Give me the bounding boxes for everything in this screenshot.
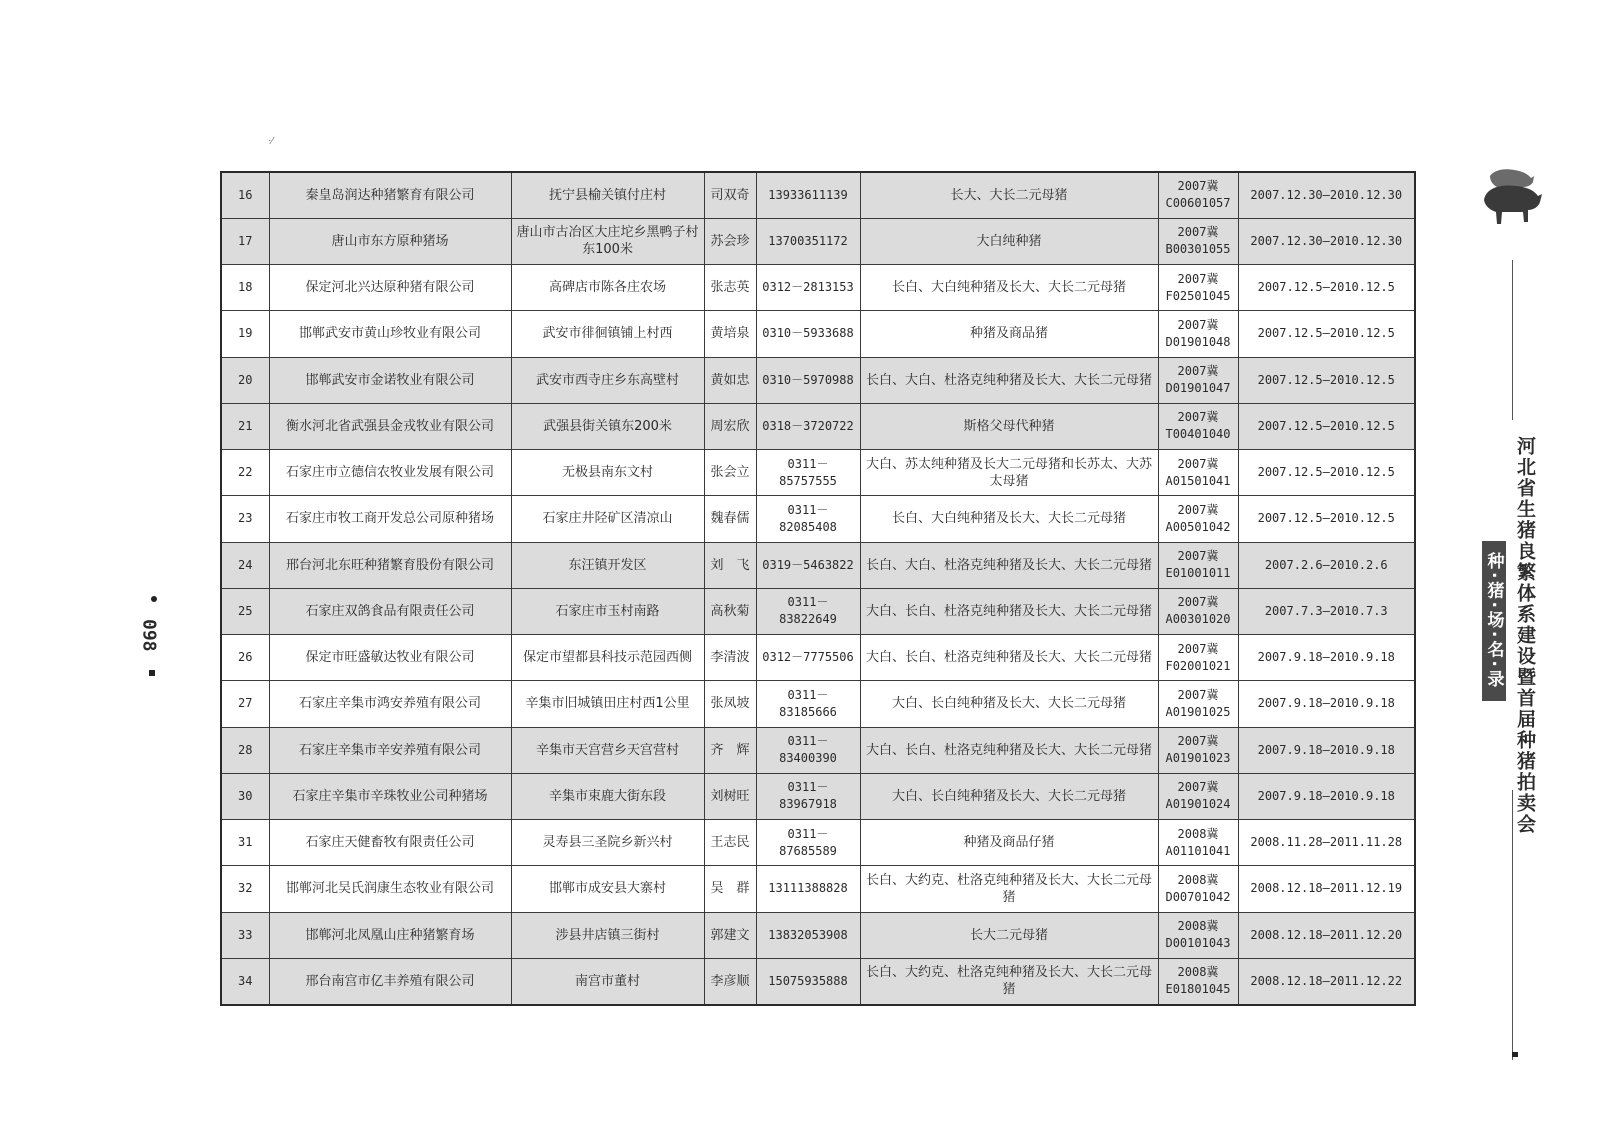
cell-certificate — [1158, 542, 1238, 588]
certificate-year: 2007冀 — [1177, 456, 1219, 471]
cell-certificate — [1158, 958, 1238, 1004]
cell-number: 30 — [221, 773, 269, 819]
table-row — [221, 172, 1415, 218]
cell-phone: 0310－5933688 — [756, 311, 860, 357]
certificate-code: A01501041 — [1165, 473, 1231, 488]
certificate-year: 2008冀 — [1177, 872, 1219, 887]
table-row — [221, 542, 1415, 588]
cell-breed: 大白、长白、杜洛克纯种猪及长大、大长二元母猪 — [860, 588, 1158, 634]
certificate-code: B00301055 — [1165, 242, 1231, 257]
table-row — [221, 635, 1415, 681]
certificate-code: D00701042 — [1165, 889, 1231, 904]
cell-contact: 吴 群 — [704, 866, 756, 912]
side-marker — [1512, 1052, 1518, 1057]
cell-number: 21 — [221, 403, 269, 449]
cell-breed: 大白、长白、杜洛克纯种猪及长大、大长二元母猪 — [860, 727, 1158, 773]
side-rule-bottom — [1512, 790, 1513, 1060]
certificate-code: D01901048 — [1165, 334, 1231, 349]
table-row — [221, 866, 1415, 912]
cell-certificate — [1158, 172, 1238, 218]
cell-company: 石家庄市牧工商开发总公司原种猪场 — [269, 496, 511, 542]
cell-certificate — [1158, 403, 1238, 449]
cell-certificate — [1158, 496, 1238, 542]
certificate-code: C00601057 — [1165, 196, 1231, 211]
cell-company: 石家庄天健畜牧有限责任公司 — [269, 820, 511, 866]
cell-number: 32 — [221, 866, 269, 912]
cell-valid-period: 2007.12.5—2010.12.5 — [1238, 496, 1415, 542]
cell-phone: 0312－7775506 — [756, 635, 860, 681]
cell-certificate — [1158, 773, 1238, 819]
certificate-year: 2007冀 — [1177, 502, 1219, 517]
cell-certificate — [1158, 357, 1238, 403]
cell-address: 高碑店市陈各庄农场 — [511, 265, 704, 311]
cell-contact: 黄如忠 — [704, 357, 756, 403]
cell-valid-period: 2008.12.18—2011.12.20 — [1238, 912, 1415, 958]
table-row — [221, 958, 1415, 1004]
cell-number: 24 — [221, 542, 269, 588]
cell-company: 秦皇岛润达种猪繁育有限公司 — [269, 172, 511, 218]
cell-number: 25 — [221, 588, 269, 634]
cell-certificate — [1158, 218, 1238, 264]
cell-company: 唐山市东方原种猪场 — [269, 218, 511, 264]
certificate-year: 2007冀 — [1177, 734, 1219, 749]
cell-phone: 0311－87685589 — [756, 820, 860, 866]
cell-address: 抚宁县榆关镇付庄村 — [511, 172, 704, 218]
cell-valid-period: 2007.9.18—2010.9.18 — [1238, 773, 1415, 819]
cell-contact: 刘 飞 — [704, 542, 756, 588]
cell-valid-period: 2007.12.5—2010.12.5 — [1238, 403, 1415, 449]
cell-breed: 种猪及商品仔猪 — [860, 820, 1158, 866]
cell-breed: 长白、大白纯种猪及长大、大长二元母猪 — [860, 265, 1158, 311]
cell-breed: 种猪及商品猪 — [860, 311, 1158, 357]
table-row — [221, 820, 1415, 866]
cell-certificate — [1158, 450, 1238, 496]
page-dot-top — [151, 596, 157, 602]
cell-company: 石家庄辛集市鸿安养殖有限公司 — [269, 681, 511, 727]
cell-contact: 周宏欣 — [704, 403, 756, 449]
cell-valid-period: 2007.9.18—2010.9.18 — [1238, 727, 1415, 773]
breeding-farm-table — [220, 171, 1416, 1006]
cell-phone: 0311－83822649 — [756, 588, 860, 634]
table-row — [221, 265, 1415, 311]
table-row — [221, 773, 1415, 819]
certificate-code: A01901025 — [1165, 704, 1231, 719]
cell-address: 石家庄市玉村南路 — [511, 588, 704, 634]
cell-number: 20 — [221, 357, 269, 403]
cell-breed: 长大、大长二元母猪 — [860, 172, 1158, 218]
cell-company: 石家庄辛集市辛珠牧业公司种猪场 — [269, 773, 511, 819]
cell-phone: 0312－2813153 — [756, 265, 860, 311]
certificate-year: 2007冀 — [1177, 179, 1219, 194]
table-row — [221, 311, 1415, 357]
cell-number: 28 — [221, 727, 269, 773]
cell-contact: 苏会珍 — [704, 218, 756, 264]
cell-address: 无极县南东文村 — [511, 450, 704, 496]
certificate-year: 2008冀 — [1177, 826, 1219, 841]
certificate-code: A01101041 — [1165, 843, 1231, 858]
cell-certificate — [1158, 912, 1238, 958]
cell-phone: 13933611139 — [756, 172, 860, 218]
cell-contact: 张会立 — [704, 450, 756, 496]
cell-breed: 大白、长白纯种猪及长大、大长二元母猪 — [860, 773, 1158, 819]
certificate-year: 2008冀 — [1177, 919, 1219, 934]
table-body — [221, 172, 1415, 1005]
certificate-year: 2007冀 — [1177, 780, 1219, 795]
cell-valid-period: 2008.11.28—2011.11.28 — [1238, 820, 1415, 866]
certificate-code: E01001011 — [1165, 566, 1231, 581]
cell-number: 31 — [221, 820, 269, 866]
cell-valid-period: 2007.12.5—2010.12.5 — [1238, 357, 1415, 403]
certificate-code: F02501045 — [1165, 288, 1231, 303]
cell-number: 22 — [221, 450, 269, 496]
cell-address: 南宫市董村 — [511, 958, 704, 1004]
cell-number: 23 — [221, 496, 269, 542]
cell-certificate — [1158, 727, 1238, 773]
table-row — [221, 450, 1415, 496]
cell-breed: 大白、长白纯种猪及长大、大长二元母猪 — [860, 681, 1158, 727]
side-rule-top — [1512, 260, 1513, 420]
side-title: 河北省生猪良繁体系建设暨首届种猪拍卖会 — [1514, 436, 1536, 835]
cell-phone: 0318－3720722 — [756, 403, 860, 449]
cell-valid-period: 2007.12.5—2010.12.5 — [1238, 450, 1415, 496]
certificate-year: 2007冀 — [1177, 595, 1219, 610]
certificate-code: A01901024 — [1165, 797, 1231, 812]
cell-company: 保定市旺盛敏达牧业有限公司 — [269, 635, 511, 681]
cell-breed: 大白、苏太纯种猪及长大二元母猪和长苏太、大苏太母猪 — [860, 450, 1158, 496]
certificate-year: 2007冀 — [1177, 641, 1219, 656]
cell-address: 石家庄井陉矿区清凉山 — [511, 496, 704, 542]
cell-contact: 李彦顺 — [704, 958, 756, 1004]
cell-address: 唐山市古冶区大庄坨乡黑鸭子村东100米 — [511, 218, 704, 264]
cell-company: 衡水河北省武强县金戎牧业有限公司 — [269, 403, 511, 449]
table-row — [221, 357, 1415, 403]
cell-phone: 0311－83967918 — [756, 773, 860, 819]
cell-phone: 15075935888 — [756, 958, 860, 1004]
cell-contact: 张志英 — [704, 265, 756, 311]
cell-valid-period: 2007.12.5—2010.12.5 — [1238, 311, 1415, 357]
cell-certificate — [1158, 635, 1238, 681]
cell-certificate — [1158, 866, 1238, 912]
cell-company: 邯郸河北吴氏润康生态牧业有限公司 — [269, 866, 511, 912]
cell-breed: 大白、长白、杜洛克纯种猪及长大、大长二元母猪 — [860, 635, 1158, 681]
cell-breed: 斯格父母代种猪 — [860, 403, 1158, 449]
cell-valid-period: 2007.12.5—2010.12.5 — [1238, 265, 1415, 311]
pig-silhouette-icon — [1476, 160, 1546, 240]
table-row — [221, 496, 1415, 542]
cell-contact: 司双奇 — [704, 172, 756, 218]
cell-contact: 刘树旺 — [704, 773, 756, 819]
cell-address: 东汪镇开发区 — [511, 542, 704, 588]
cell-number: 26 — [221, 635, 269, 681]
cell-address: 辛集市天宫营乡天宫营村 — [511, 727, 704, 773]
cell-company: 石家庄双鸽食品有限责任公司 — [269, 588, 511, 634]
cell-valid-period: 2007.2.6—2010.2.6 — [1238, 542, 1415, 588]
cell-company: 保定河北兴达原种猪有限公司 — [269, 265, 511, 311]
certificate-year: 2007冀 — [1177, 687, 1219, 702]
certificate-code: D01901047 — [1165, 381, 1231, 396]
cell-company: 邯郸武安市金诺牧业有限公司 — [269, 357, 511, 403]
cell-contact: 王志民 — [704, 820, 756, 866]
certificate-code: F02001021 — [1165, 658, 1231, 673]
cell-address: 灵寿县三圣院乡新兴村 — [511, 820, 704, 866]
cell-address: 武安市西寺庄乡东高壁村 — [511, 357, 704, 403]
cell-certificate — [1158, 311, 1238, 357]
cell-number: 34 — [221, 958, 269, 1004]
cell-company: 石家庄辛集市辛安养殖有限公司 — [269, 727, 511, 773]
cell-certificate — [1158, 681, 1238, 727]
cell-breed: 长白、大白、杜洛克纯种猪及长大、大长二元母猪 — [860, 357, 1158, 403]
cell-valid-period: 2007.9.18—2010.9.18 — [1238, 635, 1415, 681]
table-row — [221, 727, 1415, 773]
page-dot-bottom — [149, 670, 155, 676]
cell-phone: 0311－82085408 — [756, 496, 860, 542]
cell-valid-period: 2007.12.30—2010.12.30 — [1238, 172, 1415, 218]
cell-company: 邯郸河北凤凰山庄种猪繁育场 — [269, 912, 511, 958]
certificate-code: E01801045 — [1165, 982, 1231, 997]
cell-company: 邢台河北东旺种猪繁育股份有限公司 — [269, 542, 511, 588]
cell-contact: 郭建文 — [704, 912, 756, 958]
certificate-year: 2007冀 — [1177, 364, 1219, 379]
cell-breed: 长白、大约克、杜洛克纯种猪及长大、大长二元母猪 — [860, 866, 1158, 912]
cell-company: 邯郸武安市黄山珍牧业有限公司 — [269, 311, 511, 357]
certificate-year: 2007冀 — [1177, 410, 1219, 425]
certificate-code: T00401040 — [1165, 427, 1231, 442]
certificate-year: 2007冀 — [1177, 317, 1219, 332]
cell-number: 16 — [221, 172, 269, 218]
cell-address: 涉县井店镇三街村 — [511, 912, 704, 958]
cell-contact: 李清波 — [704, 635, 756, 681]
cell-breed: 大白纯种猪 — [860, 218, 1158, 264]
cell-valid-period: 2007.12.30—2010.12.30 — [1238, 218, 1415, 264]
cell-company: 石家庄市立德信农牧业发展有限公司 — [269, 450, 511, 496]
cell-valid-period: 2007.9.18—2010.9.18 — [1238, 681, 1415, 727]
scan-mark: ·⁄ — [268, 136, 273, 147]
certificate-year: 2007冀 — [1177, 549, 1219, 564]
cell-phone: 0310－5970988 — [756, 357, 860, 403]
cell-valid-period: 2008.12.18—2011.12.22 — [1238, 958, 1415, 1004]
cell-contact: 齐 辉 — [704, 727, 756, 773]
cell-breed: 长白、大约克、杜洛克纯种猪及长大、大长二元母猪 — [860, 958, 1158, 1004]
cell-contact: 张凤坡 — [704, 681, 756, 727]
cell-address: 保定市望都县科技示范园西侧 — [511, 635, 704, 681]
cell-contact: 黄培泉 — [704, 311, 756, 357]
cell-number: 27 — [221, 681, 269, 727]
cell-address: 邯郸市成安县大寨村 — [511, 866, 704, 912]
cell-contact: 高秋菊 — [704, 588, 756, 634]
certificate-code: A00301020 — [1165, 612, 1231, 627]
cell-number: 18 — [221, 265, 269, 311]
page-number: 098 — [138, 618, 160, 652]
certificate-code: A01901023 — [1165, 751, 1231, 766]
cell-phone: 0311－83400390 — [756, 727, 860, 773]
cell-address: 武安市徘徊镇铺上村西 — [511, 311, 704, 357]
certificate-year: 2008冀 — [1177, 965, 1219, 980]
table-row — [221, 403, 1415, 449]
cell-phone: 0319－5463822 — [756, 542, 860, 588]
cell-phone: 0311－83185666 — [756, 681, 860, 727]
cell-phone: 13832053908 — [756, 912, 860, 958]
certificate-code: D00101043 — [1165, 936, 1231, 951]
cell-address: 辛集市束鹿大街东段 — [511, 773, 704, 819]
certificate-year: 2007冀 — [1177, 225, 1219, 240]
cell-breed: 长白、大白纯种猪及长大、大长二元母猪 — [860, 496, 1158, 542]
cell-certificate — [1158, 265, 1238, 311]
cell-valid-period: 2007.7.3—2010.7.3 — [1238, 588, 1415, 634]
cell-phone: 13700351172 — [756, 218, 860, 264]
cell-breed: 长白、大白、杜洛克纯种猪及长大、大长二元母猪 — [860, 542, 1158, 588]
cell-company: 邢台南宫市亿丰养殖有限公司 — [269, 958, 511, 1004]
table-row — [221, 218, 1415, 264]
cell-phone: 0311－85757555 — [756, 450, 860, 496]
cell-address: 辛集市旧城镇田庄村西1公里 — [511, 681, 704, 727]
cell-breed: 长大二元母猪 — [860, 912, 1158, 958]
certificate-code: A00501042 — [1165, 519, 1231, 534]
cell-number: 19 — [221, 311, 269, 357]
cell-number: 33 — [221, 912, 269, 958]
table-row — [221, 588, 1415, 634]
side-section-tag: 种·猪·场·名·录 — [1482, 541, 1506, 701]
cell-certificate — [1158, 820, 1238, 866]
cell-valid-period: 2008.12.18—2011.12.19 — [1238, 866, 1415, 912]
cell-contact: 魏春儒 — [704, 496, 756, 542]
cell-phone: 13111388828 — [756, 866, 860, 912]
certificate-year: 2007冀 — [1177, 271, 1219, 286]
cell-number: 17 — [221, 218, 269, 264]
cell-address: 武强县街关镇东200米 — [511, 403, 704, 449]
table-row — [221, 912, 1415, 958]
table-row — [221, 681, 1415, 727]
cell-certificate — [1158, 588, 1238, 634]
